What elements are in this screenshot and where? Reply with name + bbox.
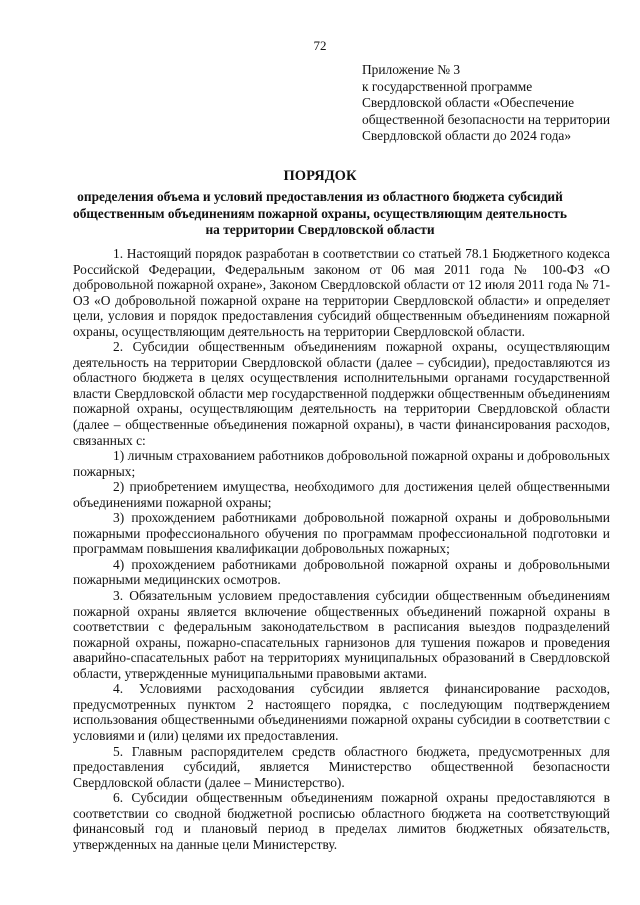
list-item-2: 2) приобретением имущества, необходимого для достижения целей общественными объединениями пожарной охраны; (73, 479, 610, 510)
appendix-line: общественной безопасности на территории (362, 111, 611, 127)
list-item-3: 3) прохождением работниками добровольной пожарной охраны и добровольными пожарными профессионального обучения по программам профессиональной подготовки и программам повышения квалификации добровольных пожарных; (73, 510, 610, 557)
subtitle-line: общественным объединениям пожарной охраны, осуществляющим деятельность (73, 205, 567, 221)
paragraph-2: 2. Субсидии общественным объединениям пожарной охраны, осуществляющим деятельность на территории Свердловской области (далее – субсидии), предоставляются из областного бюджета в целях осуществления исполнительными органами государственной власти Свердловской области мер государственной поддержки общественным объединениям пожарной охраны, осуществляющим деятельность на территории Свердловской области (далее – общественные объединения пожарной охраны), в части финансирования расходов, связанных с: (73, 339, 610, 448)
appendix-line: Свердловской области до 2024 года» (362, 128, 572, 143)
paragraph-6: 6. Субсидии общественным объединениям пожарной охраны предоставляются в соответствии со сводной бюджетной росписью областного бюджета на соответствующий финансовый год и плановый период в пределах лимитов бюджетных обязательств, утвержденных на данные цели Министерству. (73, 790, 610, 852)
paragraph-3: 3. Обязательным условием предоставления субсидии общественным объединениям пожарной охраны является включение общественных объединений пожарной охраны в соответствии с федеральным законодательством в расписания выездов подразделений пожарной охраны, пожарно-спасательных гарнизонов для тушения пожаров и проведения аварийно-спасательных работ на территориях муниципальных образований в Свердловской области, утвержденные муниципальными правовыми актами. (73, 588, 610, 681)
document-body (73, 246, 610, 852)
page-number: 72 (313, 38, 327, 53)
paragraph-5: 5. Главным распорядителем средств областного бюджета, предусмотренных для предоставления субсидий, является Министерство общественной безопасности Свердловской области (далее – Министерство). (73, 743, 610, 790)
subtitle-line: определения объема и условий предоставления из областного бюджета субсидий (77, 189, 563, 204)
list-item-1: 1) личным страхованием работников добровольной пожарной охраны и добровольных пожарных; (73, 448, 610, 479)
appendix-line: к государственной программе (362, 78, 533, 94)
subtitle-line: на территории Свердловской области (205, 222, 435, 237)
paragraph-1: 1. Настоящий порядок разработан в соответствии со статьей 78.1 Бюджетного кодекса Российской Федерации, Федеральным законом от 06 мая 2011 года № 100-ФЗ «О добровольной пожарной охране», Законом Свердловской области от 12 июля 2011 года № 71-ОЗ «О добровольной пожарной охране на территории Свердловской области» и определяет цели, условия и порядок предоставления субсидий общественным объединениям пожарной охраны, осуществляющим деятельность на территории Свердловской области. (73, 246, 610, 339)
list-item-4: 4) прохождением работниками добровольной пожарной охраны и добровольными пожарными медицинских осмотров. (73, 556, 610, 588)
appendix-line: Свердловской области «Обеспечение (362, 95, 575, 110)
document-subtitle (60, 189, 580, 239)
document-title: ПОРЯДОК (283, 168, 357, 184)
appendix-note (362, 62, 624, 145)
appendix-line: Приложение № 3 (362, 62, 461, 77)
paragraph-4: 4. Условиями расходования субсидии является финансирование расходов, предусмотренных пунктом 2 настоящего порядка, с последующим подтверждением использования общественными объединениями пожарной охраны субсидии в соответствии с условиями и (или) целями их предоставления. (73, 681, 610, 743)
